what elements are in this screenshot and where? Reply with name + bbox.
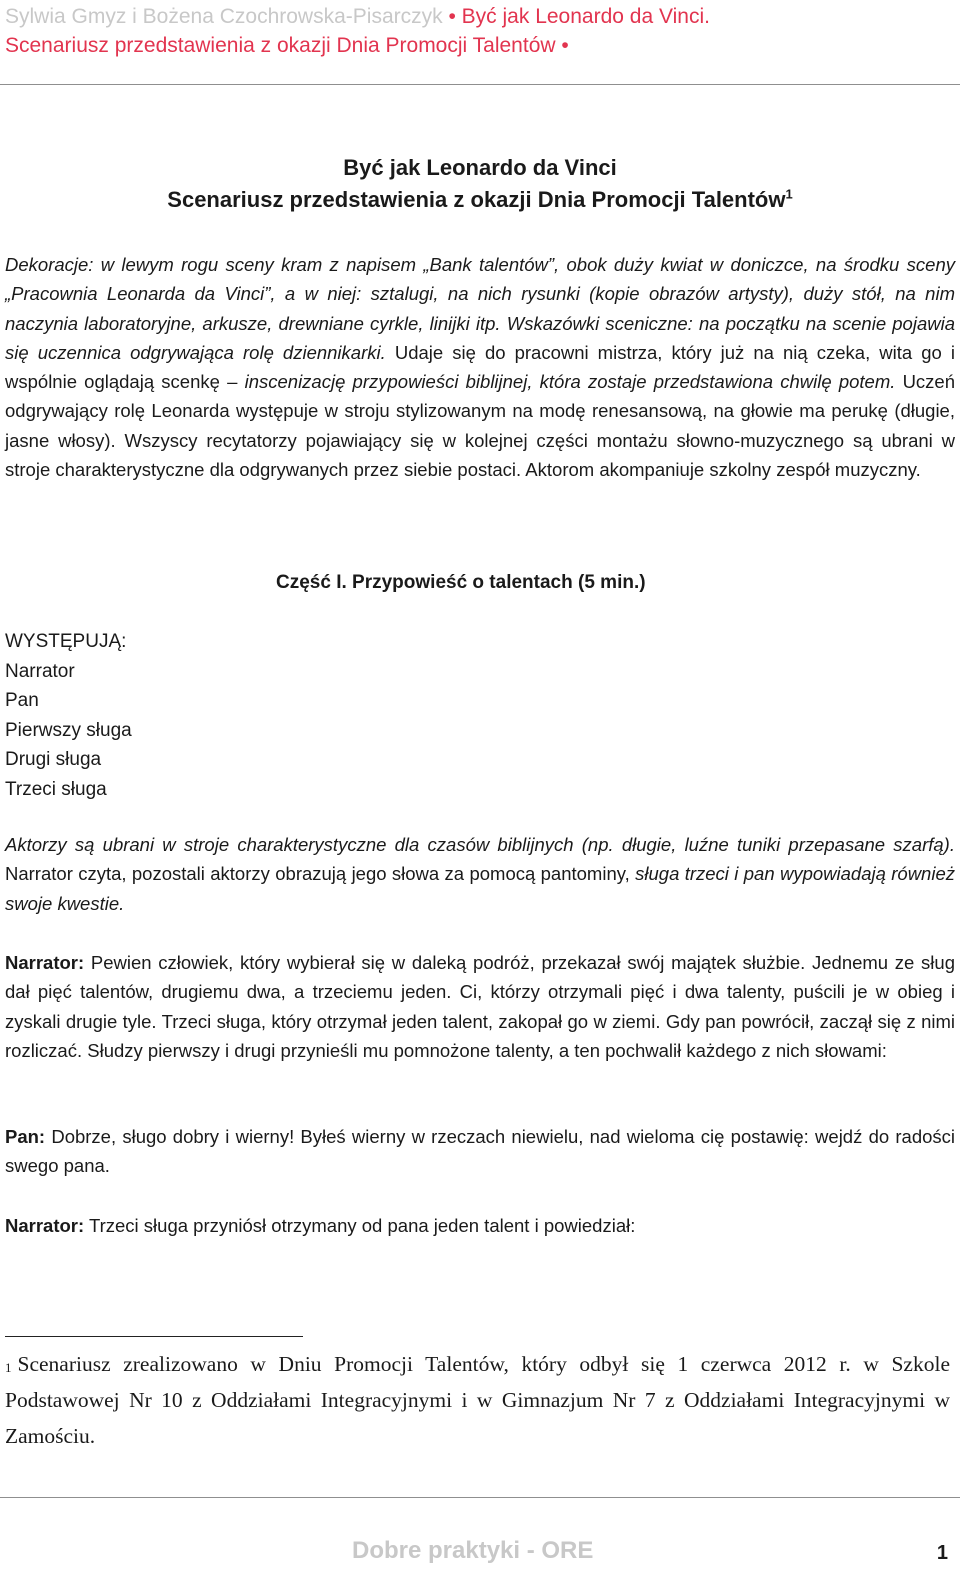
hints-text-2: inscenizację przypowieści biblijnej, która zostaje przedstawiona chwilę potem. [244,371,896,393]
actors-note-normal: Narrator czyta, pozostali aktorzy obrazują jego słowa za pomocą pantominy, [5,863,630,885]
footnote-text: Scenariusz zrealizowano w Dniu Promocji Talentów, który odbył się 1 czerwca 2012 r. w Szkole Podstawowej Nr 10 z Oddziałami Integracyjnymi i w Gimnazjum Nr 7 z Oddziałami Integracyjnymi w Zamościu. [5,1352,950,1448]
dialogue-text: Dobrze, sługo dobry i wierny! Byłeś wierny w rzeczach niewielu, nad wieloma cię postawię: wejdź do radości swego pana. [5,1126,956,1177]
cast-member: Drugi sługa [5,749,102,770]
cast-list [5,627,132,804]
footnote-number: 1 [5,1360,12,1375]
hints-text-3: Uczeń odgrywający rolę Leonarda występuje w stroju stylizowanym na modę renesansową, na głowie ma perukę (długie, jasne włosy). [5,371,956,451]
title-line-2 [0,184,960,216]
footnote-separator [5,1336,303,1337]
cast-heading: WYSTĘPUJĄ: [5,631,127,652]
dialogue-text: Pewien człowiek, który wybierał się w daleką podróż, przekazał swój majątek służbie. Jednemu ze sług dał pięć talentów, drugiemu dwa, a trzeciemu jeden. Ci, którzy otrzymali pięć i dwa talenty, puścili je w obieg i zyskali drugie tyle. Trzeci sługa, który otrzymał jeden talent, zakopał go w ziemi. Gdy pan powrócił, zaczął się z nimi rozliczać. Słudzy pierwszy i drugi przynieśli mu pomnożone talenty, a ten pochwalił każdego z nich słowami: [5,952,955,1061]
header-title-part2: Scenariusz przedstawienia z okazji Dnia Promocji Talentów [5,34,556,57]
intro-paragraph [5,250,955,484]
cast-member: Pierwszy sługa [5,719,132,741]
header-divider [0,84,960,85]
footnote-ref[interactable]: 1 [785,186,793,202]
footnote [5,1346,950,1454]
hints-text-4: Wszyscy recytatorzy pojawiający się w kolejnej części montażu słowno-muzycznego są ubrani w stroje charakterystyczne dla odgrywanych przez siebie postaci. Aktorom akompaniuje szkolny zespół muzyczny. [5,429,955,481]
actors-note [5,830,955,918]
footer-divider [0,1497,960,1498]
speaker-label: Narrator: [5,952,85,973]
title-line-2-text: Scenariusz przedstawienia z okazji Dnia Promocji Talentów [167,187,786,212]
document-title [0,152,960,216]
footer-text: Dobre praktyki - ORE [352,1537,594,1564]
hints-text-1: Udaje się do pracowni mistrza, który już na nią czeka, wita go i wspólnie oglądają scenkę [5,341,955,393]
header-authors: Sylwia Gmyz i Bożena Czochrowska-Pisarczyk [5,5,443,28]
dialogue-line [5,1211,955,1240]
part-title: Część I. Przypowieść o talentach (5 min.) [276,572,646,593]
header-bullet: • [448,5,456,28]
actors-note-italic: Aktorzy są ubrani w stroje charakterystyczne dla czasów biblijnych (np. długie, luźne tuniki przepasane szarfą). [5,834,955,855]
page-number: 1 [936,1542,948,1564]
header-title-part1: Być jak Leonardo da Vinci. [461,5,710,28]
dialogue-line [5,1122,955,1181]
cast-member: Trzeci sługa [5,778,107,800]
running-header [5,2,955,60]
decor-text: Dekoracje: w lewym rogu sceny kram z napisem „Bank talentów”, obok duży kwiat w doniczce, na środku sceny „Pracownia Leonarda da Vinci”, a w niej: sztalugi, na nich rysunki (kopie obrazów artysty), duży stół, na nim naczynia laboratoryjne, arkusze, drewniane cyrkle, linijki itp. [5,254,955,334]
header-bullet-2: • [561,34,569,57]
dialogue-line [5,948,955,1065]
speaker-label: Pan: [5,1126,46,1147]
dialogue-text: Trzeci sługa przyniósł otrzymany od pana jeden talent i powiedział: [88,1215,636,1236]
cast-member: Narrator [5,660,75,682]
speaker-label: Narrator: [5,1215,85,1236]
actors-note-italic-2: sługa trzeci i pan wypowiadają również swoje kwestie. [5,863,955,914]
title-line-1: Być jak Leonardo da Vinci [343,155,617,180]
hints-italic: Wskazówki sceniczne: na początku na scenie pojawia się uczennica odgrywająca rolę dziennikarki. [5,312,956,363]
hints-dash: – [227,371,238,393]
cast-member: Pan [5,690,39,711]
